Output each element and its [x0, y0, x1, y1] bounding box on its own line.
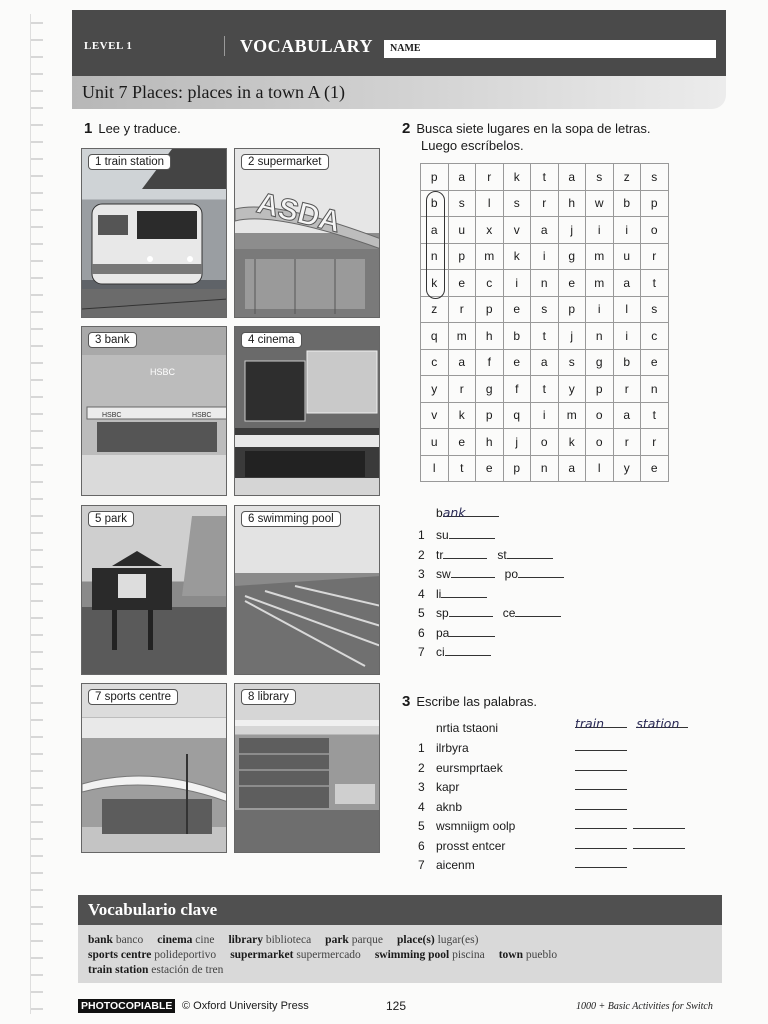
grid-cell: m [586, 243, 614, 270]
vocab-english: town [498, 949, 523, 961]
grid-row [421, 376, 669, 403]
grid-cell: h [558, 190, 586, 217]
answer-blank[interactable] [451, 566, 495, 578]
grid-cell: p [641, 190, 669, 217]
example-answer-2: station [636, 716, 688, 728]
scrambled-word: kapr [436, 780, 460, 794]
grid-cell: y [613, 455, 641, 482]
vocabulary-title: Vocabulario clave [88, 900, 218, 919]
grid-cell: o [586, 402, 614, 429]
grid-cell: a [613, 402, 641, 429]
answer-lines [575, 856, 627, 871]
photo-park [81, 505, 227, 675]
svg-text:HSBC: HSBC [102, 412, 122, 419]
grid-cell: t [531, 323, 559, 350]
answer-blank[interactable] [449, 605, 493, 617]
photo-label: 4 cinema [241, 332, 302, 348]
grid-cell: i [613, 323, 641, 350]
vocab-spanish: pueblo [525, 949, 558, 961]
library-illustration [235, 684, 380, 853]
exercise-3-item [418, 780, 459, 794]
answer-blank[interactable] [443, 547, 487, 559]
exercise-2-instruction-2: Luego escríbelos. [421, 138, 524, 153]
grid-cell: m [476, 243, 504, 270]
bank-illustration [82, 327, 227, 496]
grid-cell: e [641, 349, 669, 376]
vocabulary-box [78, 895, 722, 983]
grid-cell: u [448, 217, 476, 244]
answer-blank[interactable] [518, 566, 564, 578]
vocab-line-2 [88, 949, 571, 961]
item-number: 5 [418, 606, 425, 620]
grid-cell: p [558, 296, 586, 323]
grid-cell: r [641, 243, 669, 270]
grid-cell: k [421, 270, 449, 297]
grid-cell: n [421, 243, 449, 270]
exercise-2-item [418, 644, 491, 659]
grid-cell: v [421, 402, 449, 429]
photo-label: 1 train station [88, 154, 171, 170]
exercise-1-title [84, 120, 181, 137]
photo-library [234, 683, 380, 853]
answer-blank[interactable] [507, 547, 553, 559]
answer-blank[interactable] [441, 586, 487, 598]
circled-word-bank [426, 191, 445, 299]
item-prefix: su [436, 528, 449, 542]
exercise-3-title [402, 693, 537, 710]
item-number: 1 [418, 528, 425, 542]
grid-cell: p [421, 164, 449, 191]
exercise-2-item [418, 586, 487, 601]
spiral-binding [30, 14, 43, 1014]
grid-cell: i [586, 217, 614, 244]
exercise-3-number: 3 [402, 693, 411, 710]
example-answer: ank [443, 505, 499, 517]
vocab-entry [230, 949, 361, 961]
grid-cell: a [558, 164, 586, 191]
grid-cell: r [613, 429, 641, 456]
scrambled-word: wsmniigm oolp [436, 819, 516, 833]
scrambled-word: eursmprtaek [436, 760, 503, 775]
grid-cell: s [558, 349, 586, 376]
answer-blank[interactable] [575, 798, 627, 810]
grid-cell: j [503, 429, 531, 456]
answer-blank[interactable] [575, 759, 627, 771]
copyright: © Oxford University Press [182, 1000, 309, 1012]
item-prefix-2: ce [502, 606, 516, 620]
section-title: VOCABULARY [240, 36, 374, 56]
item-prefix: tr [436, 547, 444, 562]
grid-cell: i [531, 243, 559, 270]
exercise-2-item [418, 547, 553, 562]
exercise-2-number: 2 [402, 120, 411, 137]
grid-row [421, 455, 669, 482]
grid-cell: k [448, 402, 476, 429]
vocab-entry [397, 934, 478, 946]
exercise-3-item [418, 858, 475, 872]
swimming-pool-illustration [235, 506, 380, 675]
grid-cell: j [558, 323, 586, 350]
grid-cell: c [421, 349, 449, 376]
vocab-entry [157, 934, 214, 946]
vocabulary-header [78, 895, 722, 925]
unit-title: Unit 7 Places: places in a town A (1) [82, 82, 345, 102]
grid-cell: t [531, 164, 559, 191]
grid-cell: r [531, 190, 559, 217]
grid-cell: q [421, 323, 449, 350]
vocab-english: library [228, 934, 263, 946]
grid-cell: e [448, 429, 476, 456]
grid-cell: a [448, 164, 476, 191]
grid-row [421, 243, 669, 270]
grid-cell: b [613, 349, 641, 376]
vocab-spanish: cine [195, 934, 215, 946]
grid-cell: o [531, 429, 559, 456]
answer-lines [575, 798, 627, 813]
cinema-illustration [235, 327, 380, 496]
grid-cell: k [503, 243, 531, 270]
grid-cell: p [503, 455, 531, 482]
vocab-spanish: banco [115, 934, 144, 946]
grid-cell: t [448, 455, 476, 482]
answer-lines [575, 759, 627, 774]
grid-cell: u [421, 429, 449, 456]
grid-cell: t [641, 270, 669, 297]
photo-label: 8 library [241, 689, 296, 705]
grid-cell: e [503, 349, 531, 376]
vocab-english: swimming pool [374, 949, 450, 961]
grid-row [421, 164, 669, 191]
answer-lines [575, 778, 627, 793]
grid-cell: f [503, 376, 531, 403]
scrambled-word: aicenm [436, 858, 475, 872]
supermarket-illustration [235, 149, 380, 318]
photo-bank [81, 326, 227, 496]
exercise-2-instruction: Busca siete lugares en la sopa de letras. [416, 121, 651, 136]
grid-cell: x [476, 217, 504, 244]
vocab-english: park [325, 934, 349, 946]
grid-cell: i [503, 270, 531, 297]
vocab-spanish: parque [351, 934, 383, 946]
answer-blank[interactable] [575, 817, 627, 829]
exercise-3-instruction: Escribe las palabras. [416, 694, 538, 709]
grid-cell: e [558, 270, 586, 297]
grid-cell: k [558, 429, 586, 456]
grid-cell: i [613, 217, 641, 244]
item-number: 3 [418, 780, 425, 794]
grid-cell: r [641, 429, 669, 456]
grid-cell: p [448, 243, 476, 270]
grid-cell: o [641, 217, 669, 244]
grid-cell: u [613, 243, 641, 270]
vocab-entry [88, 949, 216, 961]
vocab-entry [88, 964, 223, 976]
vocab-english: bank [88, 934, 113, 946]
grid-cell: s [641, 296, 669, 323]
park-illustration [82, 506, 227, 675]
grid-cell: n [641, 376, 669, 403]
grid-cell: m [558, 402, 586, 429]
photo-label: 2 supermarket [241, 154, 329, 170]
grid-row [421, 429, 669, 456]
vocab-entry [375, 949, 485, 961]
grid-cell: j [558, 217, 586, 244]
item-prefix: sp [436, 606, 449, 620]
photo-label: 7 sports centre [88, 689, 178, 705]
grid-cell: p [476, 402, 504, 429]
grid-cell: o [586, 429, 614, 456]
grid-cell: l [476, 190, 504, 217]
answer-blank[interactable] [575, 739, 627, 751]
grid-cell: p [586, 376, 614, 403]
scrambled-word: aknb [436, 799, 463, 814]
answer-blank[interactable] [633, 837, 685, 849]
grid-row [421, 349, 669, 376]
vocab-line-3 [88, 964, 237, 976]
grid-cell: s [586, 164, 614, 191]
vocab-spanish: supermercado [296, 949, 361, 961]
vocab-spanish: lugar(es) [437, 934, 479, 946]
grid-cell: b [421, 190, 449, 217]
photo-train-station [81, 148, 227, 318]
answer-blank[interactable] [515, 605, 561, 617]
item-prefix-2: st [497, 547, 507, 562]
vocab-english: train station [88, 964, 149, 976]
name-field[interactable] [384, 40, 716, 58]
grid-cell: a [421, 217, 449, 244]
answer-blank[interactable] [449, 527, 495, 539]
grid-cell: m [448, 323, 476, 350]
header-divider [224, 36, 225, 56]
grid-cell: r [448, 296, 476, 323]
item-number: 7 [418, 645, 425, 659]
item-number: 7 [418, 858, 425, 872]
photo-label: 5 park [88, 511, 134, 527]
grid-cell: l [421, 455, 449, 482]
grid-cell: t [531, 376, 559, 403]
grid-cell: a [448, 349, 476, 376]
vocab-entry [499, 949, 557, 961]
photo-cinema [234, 326, 380, 496]
grid-row [421, 402, 669, 429]
page-number: 125 [386, 999, 407, 1013]
vocab-line-1 [88, 934, 492, 946]
exercise-2-item [418, 625, 495, 640]
page-header [72, 10, 726, 76]
vocab-entry [325, 934, 383, 946]
vocab-english: place(s) [397, 934, 435, 946]
answer-blank[interactable] [449, 625, 495, 637]
example-prefix: b [436, 506, 443, 520]
item-number: 4 [418, 799, 425, 814]
grid-cell: l [613, 296, 641, 323]
grid-cell: a [613, 270, 641, 297]
example-answer-1: train [575, 716, 627, 728]
grid-cell: y [558, 376, 586, 403]
exercise-2-title [402, 120, 650, 137]
exercise-3-item [418, 819, 515, 833]
vocab-spanish: piscina [452, 949, 485, 961]
exercise-3-example-answer [575, 716, 688, 731]
grid-cell: a [558, 455, 586, 482]
item-number: 4 [418, 586, 425, 601]
item-prefix: ci [436, 645, 445, 659]
grid-row [421, 323, 669, 350]
grid-cell: s [448, 190, 476, 217]
grid-cell: e [503, 296, 531, 323]
exercise-1-number: 1 [84, 120, 93, 137]
svg-text:HSBC: HSBC [192, 412, 212, 419]
name-label: NAME [390, 43, 421, 54]
grid-cell: g [586, 349, 614, 376]
grid-cell: a [531, 217, 559, 244]
grid-cell: l [586, 455, 614, 482]
photo-sports-centre [81, 683, 227, 853]
vocab-spanish: estación de tren [151, 964, 224, 976]
word-search-grid [420, 163, 669, 482]
grid-row [421, 217, 669, 244]
vocab-english: supermarket [230, 949, 294, 961]
item-number: 3 [418, 567, 425, 581]
answer-blank[interactable] [633, 817, 685, 829]
grid-cell: a [531, 349, 559, 376]
grid-cell: f [476, 349, 504, 376]
grid-cell: c [476, 270, 504, 297]
book-title: 1000 + Basic Activities for Switch [576, 1001, 713, 1012]
item-number: 2 [418, 760, 425, 775]
photo-supermarket [234, 148, 380, 318]
exercise-2-example [436, 505, 499, 520]
exercise-1-instruction: Lee y traduce. [98, 121, 181, 136]
grid-cell: q [503, 402, 531, 429]
grid-cell: y [421, 376, 449, 403]
grid-cell: b [503, 323, 531, 350]
grid-cell: n [586, 323, 614, 350]
answer-blank[interactable] [445, 644, 491, 656]
grid-cell: n [531, 455, 559, 482]
grid-cell: e [641, 455, 669, 482]
exercise-3-item [418, 839, 505, 853]
grid-row [421, 296, 669, 323]
train-illustration [82, 149, 227, 318]
item-number: 6 [418, 625, 425, 640]
grid-cell: p [476, 296, 504, 323]
grid-cell: g [558, 243, 586, 270]
item-number: 2 [418, 547, 425, 562]
scrambled-word: prosst entcer [436, 838, 506, 853]
grid-cell: i [531, 402, 559, 429]
photo-swimming-pool [234, 505, 380, 675]
grid-cell: z [421, 296, 449, 323]
item-number: 5 [418, 819, 425, 833]
vocab-entry [228, 934, 311, 946]
grid-cell: w [586, 190, 614, 217]
answer-lines [575, 837, 685, 852]
item-prefix-2: po [504, 567, 519, 581]
grid-cell: e [448, 270, 476, 297]
answer-lines [575, 739, 627, 754]
vocab-spanish: biblioteca [265, 934, 312, 946]
grid-cell: s [531, 296, 559, 323]
svg-text:ASDA: ASDA [253, 186, 345, 240]
photocopiable-badge: PHOTOCOPIABLE [78, 999, 175, 1013]
photo-label: 6 swimming pool [241, 511, 341, 527]
exercise-2-item [418, 527, 495, 542]
exercise-3-item [418, 741, 469, 755]
grid-cell: h [476, 429, 504, 456]
example-scrambled-word: nrtia tstaoni [436, 721, 499, 735]
exercise-3-item [418, 800, 462, 814]
item-number: 1 [418, 741, 425, 755]
grid-cell: s [503, 190, 531, 217]
grid-cell: k [503, 164, 531, 191]
grid-cell: r [476, 164, 504, 191]
grid-cell: r [613, 376, 641, 403]
exercise-3-example [436, 721, 498, 735]
sports-centre-illustration [82, 684, 227, 853]
grid-cell: r [448, 376, 476, 403]
exercise-3-item [418, 761, 503, 775]
grid-cell: c [641, 323, 669, 350]
grid-cell: h [476, 323, 504, 350]
item-number: 6 [418, 838, 425, 853]
grid-cell: i [586, 296, 614, 323]
grid-cell: s [641, 164, 669, 191]
grid-cell: z [613, 164, 641, 191]
answer-blank[interactable] [575, 778, 627, 790]
answer-blank[interactable] [575, 856, 627, 868]
grid-cell: m [586, 270, 614, 297]
grid-cell: e [476, 455, 504, 482]
grid-cell: n [531, 270, 559, 297]
grid-cell: g [476, 376, 504, 403]
unit-title-bar [72, 76, 726, 109]
vocab-spanish: polideportivo [154, 949, 217, 961]
svg-text:HSBC: HSBC [150, 367, 176, 377]
answer-lines [575, 817, 685, 832]
exercise-2-item [418, 605, 561, 620]
item-prefix: pa [436, 625, 450, 640]
scrambled-word: ilrbyra [436, 741, 469, 755]
level-label: LEVEL 1 [84, 40, 133, 52]
grid-cell: t [641, 402, 669, 429]
grid-cell: v [503, 217, 531, 244]
grid-row [421, 190, 669, 217]
item-prefix: li [436, 586, 442, 601]
item-prefix: sw [436, 567, 451, 581]
photo-label: 3 bank [88, 332, 137, 348]
answer-blank[interactable] [575, 837, 627, 849]
exercise-2-item [418, 566, 564, 581]
vocab-english: sports centre [88, 949, 152, 961]
vocab-entry [88, 934, 143, 946]
grid-cell: b [613, 190, 641, 217]
vocab-english: cinema [157, 934, 193, 946]
grid-row [421, 270, 669, 297]
